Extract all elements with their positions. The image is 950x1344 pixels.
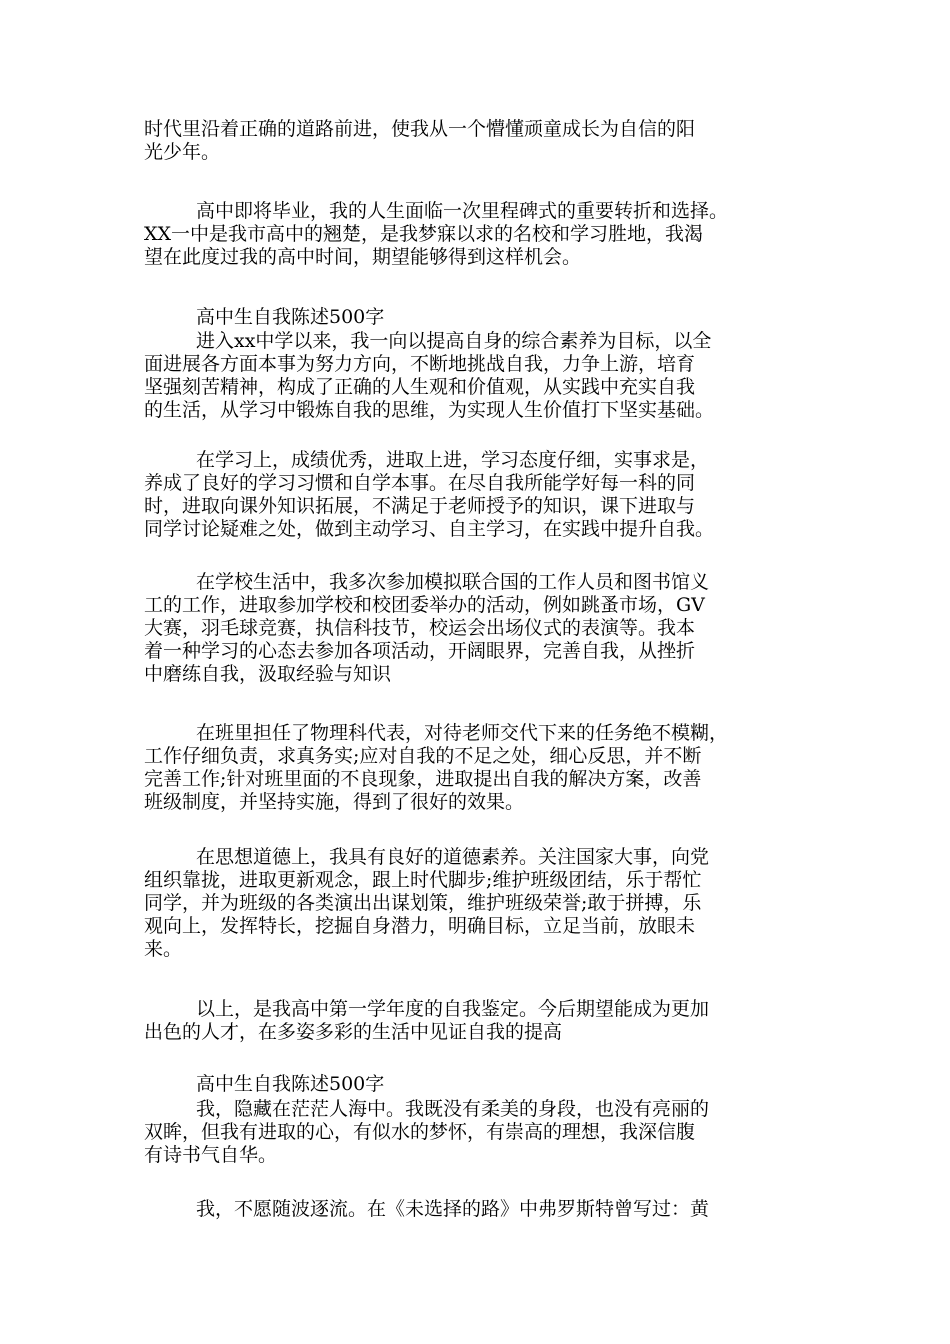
text-line: 望在此度过我的高中时间，期望能够得到这样机会。 (144, 246, 582, 268)
text-line: 在思想道德上，我具有良好的道德素养。关注国家大事，向党 (196, 846, 710, 868)
paragraph (144, 846, 816, 961)
text-line: 光少年。 (144, 141, 221, 163)
text-line: 有诗书气自华。 (144, 1144, 278, 1166)
section-heading: 高中生自我陈述500字 (196, 1073, 385, 1095)
text-line: 着一种学习的心态去参加各项活动，开阔眼界，完善自我，从挫折 (144, 640, 696, 662)
text-line: 的生活，从学习中锻炼自我的思维，为实现人生价值打下坚实基础。 (144, 399, 715, 421)
text-line: 班级制度，并坚持实施，得到了很好的效果。 (144, 791, 525, 813)
text-line: 高中即将毕业，我的人生面临一次里程碑式的重要转折和选择。 (196, 200, 729, 222)
text-line: 我，不愿随波逐流。在《未选择的路》中弗罗斯特曾写过：黄 (196, 1198, 710, 1220)
text-line: 我，隐藏在茫茫人海中。我既没有柔美的身段，也没有亮丽的 (196, 1098, 710, 1120)
text-line: 组织靠拢，进取更新观念，跟上时代脚步;维护班级团结，乐于帮忙 (144, 869, 702, 891)
text-line: 完善工作;针对班里面的不良现象，进取提出自我的解决方案，改善 (144, 768, 702, 790)
paragraph (144, 330, 816, 422)
paragraph (144, 998, 816, 1044)
text-line: 中磨练自我，汲取经验与知识 (144, 663, 392, 685)
text-line: 时，进取向课外知识拓展，不满足于老师授予的知识，课下进取与 (144, 495, 696, 517)
paragraph (144, 200, 816, 269)
paragraph (144, 118, 816, 164)
text-line: 养成了良好的学习习惯和自学本事。在尽自我所能学好每一科的同 (144, 472, 696, 494)
paragraph (144, 449, 816, 541)
text-line: 面进展各方面本事为努力方向，不断地挑战自我，力争上游，培育 (144, 353, 696, 375)
text-line: 工作仔细负责，求真务实;应对自我的不足之处，细心反思，并不断 (144, 745, 702, 767)
text-line: 坚强刻苦精神，构成了正确的人生观和价值观，从实践中充实自我 (144, 376, 696, 398)
text-line: 在学习上，成绩优秀，进取上进，学习态度仔细，实事求是， (196, 449, 710, 471)
paragraph (144, 722, 816, 814)
text-line: XX一中是我市高中的翘楚，是我梦寐以求的名校和学习胜地，我渴 (144, 223, 704, 245)
section-heading: 高中生自我陈述500字 (196, 306, 385, 328)
paragraph (144, 1098, 816, 1167)
text-line: 在班里担任了物理科代表，对待老师交代下来的任务绝不模糊， (196, 722, 729, 744)
text-line: 进入xx中学以来，我一向以提高自身的综合素养为目标，以全 (196, 330, 712, 352)
text-line: 以上，是我高中第一学年度的自我鉴定。今后期望能成为更加 (196, 998, 710, 1020)
document-page (144, 0, 816, 1344)
paragraph (144, 1198, 816, 1221)
text-line: 出色的人才，在多姿多彩的生活中见证自我的提高 (144, 1021, 563, 1043)
text-line: 工的工作，进取参加学校和校团委举办的活动，例如跳蚤市场，GV (144, 594, 705, 616)
text-line: 同学，并为班级的各类演出出谋划策，维护班级荣誉;敢于拼搏，乐 (144, 892, 702, 914)
text-line: 双眸，但我有进取的心，有似水的梦怀，有崇高的理想，我深信腹 (144, 1121, 696, 1143)
text-line: 来。 (144, 938, 183, 960)
text-line: 观向上，发挥特长，挖掘自身潜力，明确目标，立足当前，放眼未 (144, 915, 696, 937)
text-line: 时代里沿着正确的道路前进，使我从一个懵懂顽童成长为自信的阳 (144, 118, 696, 140)
text-line: 同学讨论疑难之处，做到主动学习、自主学习，在实践中提升自我。 (144, 518, 715, 540)
paragraph (144, 571, 816, 686)
text-line: 在学校生活中，我多次参加模拟联合国的工作人员和图书馆义 (196, 571, 710, 593)
text-line: 大赛，羽毛球竞赛，执信科技节，校运会出场仪式的表演等。我本 (144, 617, 696, 639)
